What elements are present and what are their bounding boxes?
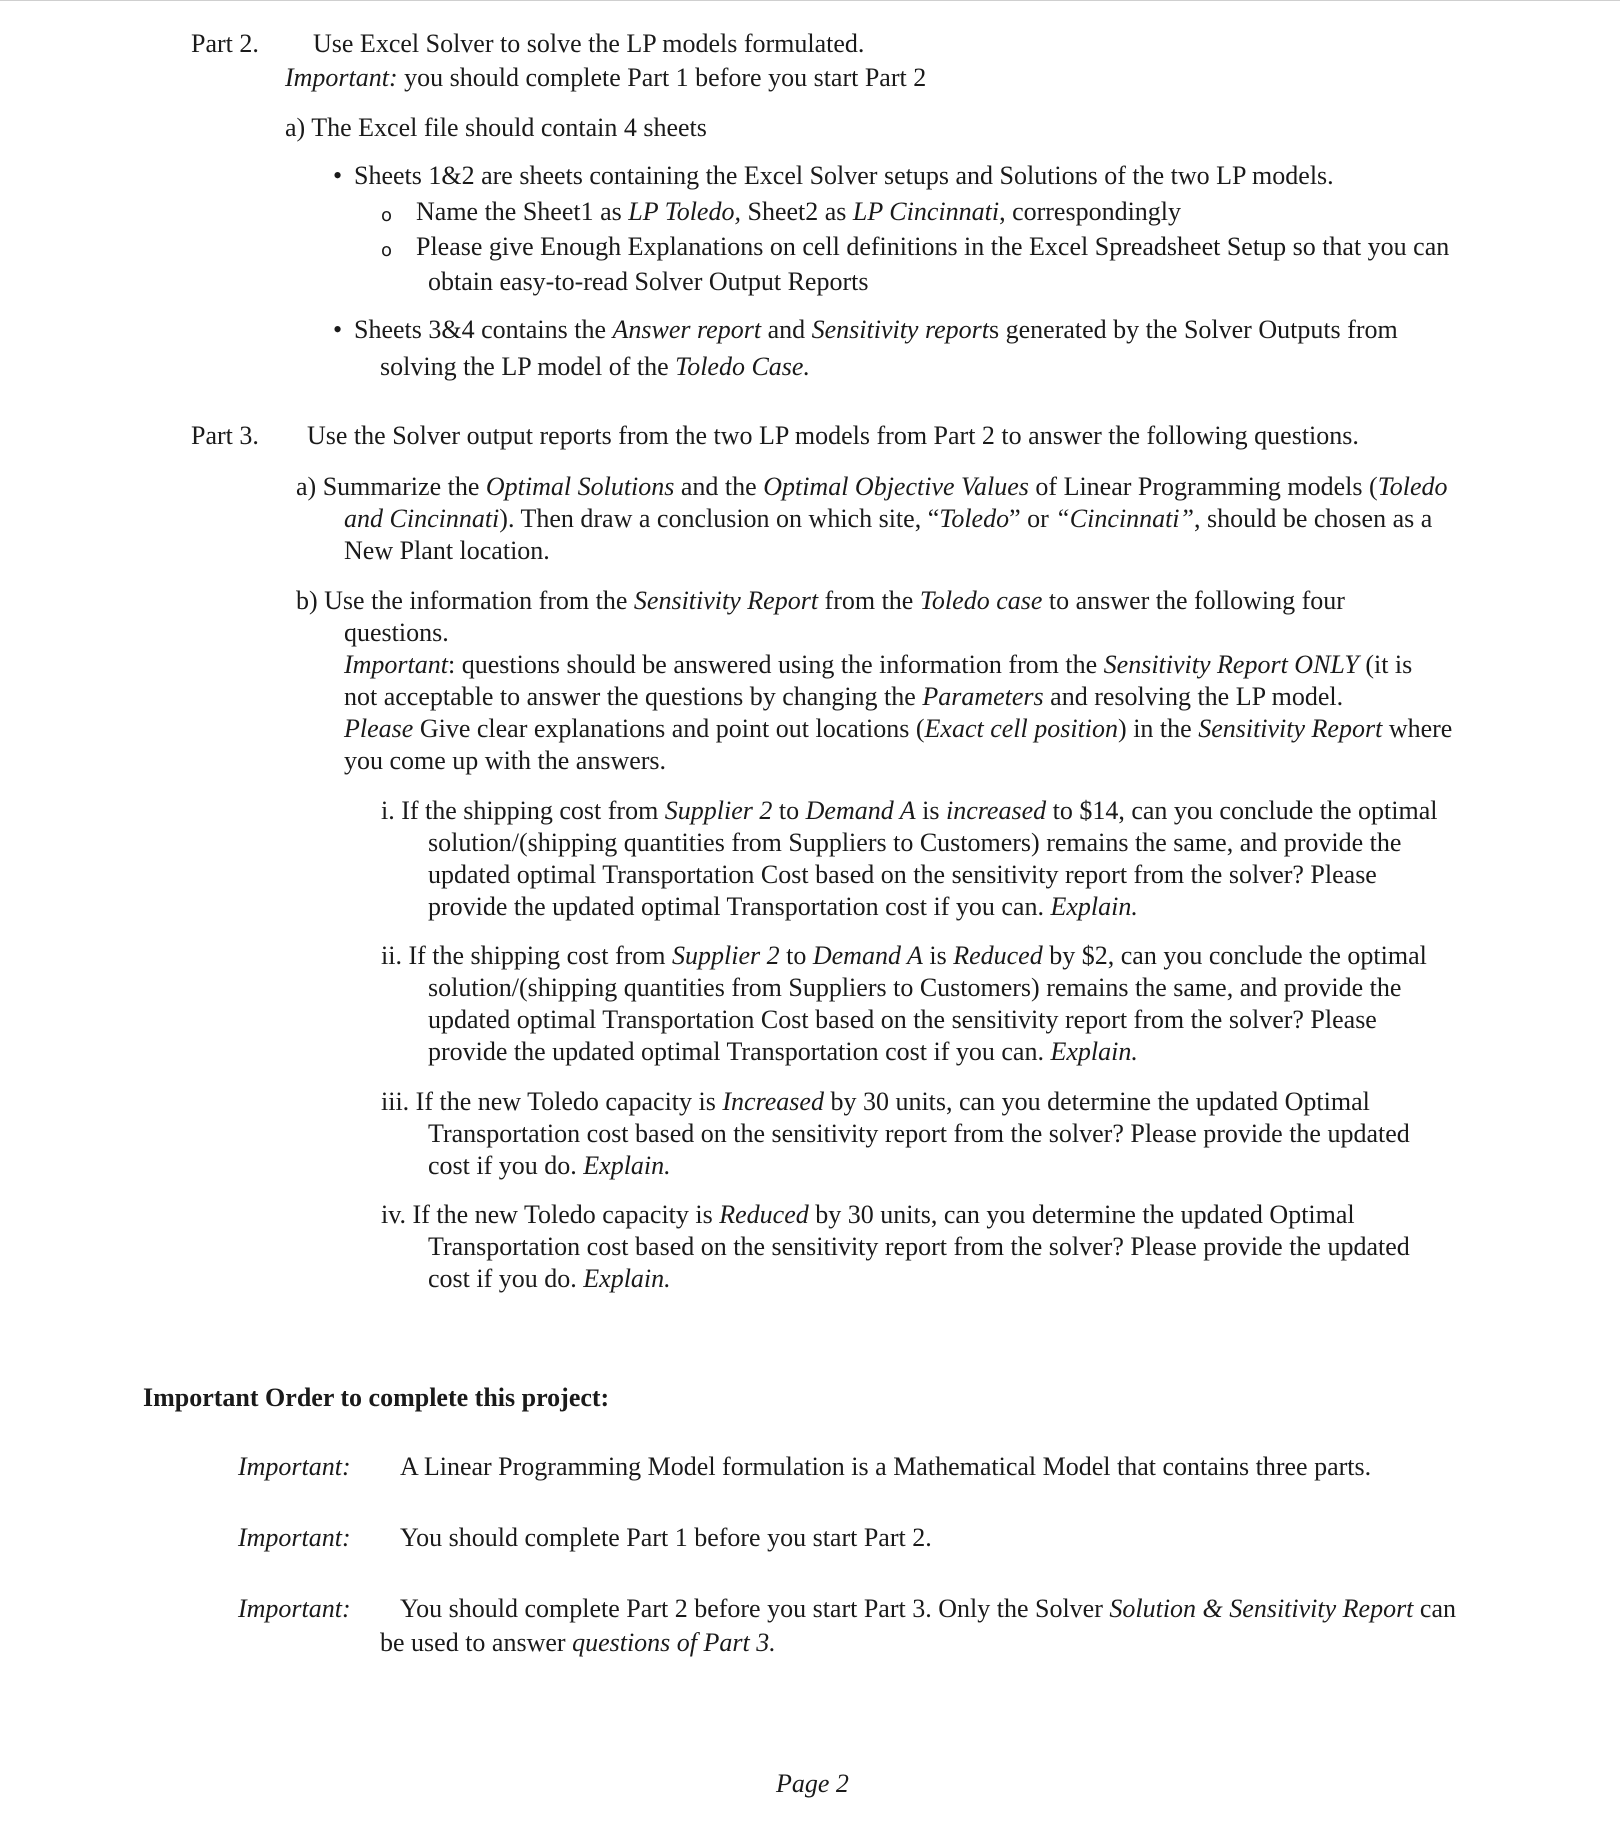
part3-b-line4: not acceptable to answer the questions by changing the Parameters and resolving the LP model.	[344, 682, 1344, 711]
order-item3-label: Important:	[238, 1594, 351, 1623]
order-item1-label: Important:	[238, 1452, 351, 1481]
circle-bullet-icon: o	[381, 205, 393, 226]
part3-b-line1: b) Use the information from the Sensitivity Report from the Toledo case to answer the following four	[296, 586, 1345, 615]
circle-bullet-icon: o	[381, 240, 393, 261]
top-rule	[0, 0, 1620, 1]
part3-a-line2: and Cincinnati). Then draw a conclusion on which site, “Toledo” or “Cincinnati”, should be chosen as a	[344, 504, 1433, 533]
question-ii-line1: ii. If the shipping cost from Supplier 2 to Demand A is Reduced by $2, can you conclude the optimal	[381, 941, 1427, 970]
question-iv-line1: iv. If the new Toledo capacity is Reduced by 30 units, can you determine the updated Optimal	[381, 1200, 1355, 1229]
question-ii-line4: provide the updated optimal Transportation cost if you can. Explain.	[428, 1037, 1138, 1066]
part3-b-line2: questions.	[344, 618, 449, 647]
question-i-line2: solution/(shipping quantities from Suppliers to Customers) remains the same, and provide the	[428, 828, 1402, 857]
part2-sub1: Name the Sheet1 as LP Toledo, Sheet2 as LP Cincinnati, correspondingly	[416, 197, 1182, 226]
part3-b-line5: Please Give clear explanations and point out locations (Exact cell position) in the Sensitivity Report where	[344, 714, 1453, 743]
question-i-line1: i. If the shipping cost from Supplier 2 to Demand A is increased to $14, can you conclude the optimal	[381, 796, 1438, 825]
part3-title: Use the Solver output reports from the two LP models from Part 2 to answer the following questions.	[307, 421, 1359, 450]
question-iv-line2: Transportation cost based on the sensitivity report from the solver? Please provide the updated	[428, 1232, 1410, 1261]
part2-a: a) The Excel file should contain 4 sheets	[285, 113, 707, 142]
question-i-line4: provide the updated optimal Transportation cost if you can. Explain.	[428, 892, 1138, 921]
question-iv-line3: cost if you do. Explain.	[428, 1264, 671, 1293]
important-label: Important:	[285, 63, 398, 92]
part2-bullet2-line2: solving the LP model of the Toledo Case.	[380, 352, 810, 381]
part2-sub2-line2: obtain easy-to-read Solver Output Reports	[428, 267, 869, 296]
part3-a-line1: a) Summarize the Optimal Solutions and the Optimal Objective Values of Linear Programming models (Toledo	[296, 472, 1448, 501]
question-ii-line3: updated optimal Transportation Cost based on the sensitivity report from the solver? Please	[428, 1005, 1377, 1034]
part3-b-line6: you come up with the answers.	[344, 746, 667, 775]
order-item1-text: A Linear Programming Model formulation is a Mathematical Model that contains three parts.	[400, 1452, 1372, 1481]
part2-label: Part 2.	[191, 29, 259, 58]
bullet-icon: •	[333, 315, 343, 344]
part2-important	[285, 62, 926, 94]
question-iii-line1: iii. If the new Toledo capacity is Increased by 30 units, can you determine the updated Optimal	[381, 1087, 1370, 1116]
page-number: Page 2	[776, 1769, 849, 1798]
part3-a-line3: New Plant location.	[344, 536, 550, 565]
order-item2-text: You should complete Part 1 before you start Part 2.	[400, 1523, 932, 1552]
question-i-line3: updated optimal Transportation Cost based on the sensitivity report from the solver? Please	[428, 860, 1377, 889]
part3-b-line3: Important: questions should be answered using the information from the Sensitivity Report ONLY (it is	[344, 650, 1413, 679]
question-ii-line2: solution/(shipping quantities from Suppliers to Customers) remains the same, and provide the	[428, 973, 1402, 1002]
question-iii-line2: Transportation cost based on the sensitivity report from the solver? Please provide the updated	[428, 1119, 1410, 1148]
part2-title: Use Excel Solver to solve the LP models formulated.	[313, 29, 865, 58]
order-item3-line2: be used to answer questions of Part 3.	[380, 1628, 776, 1657]
order-item3-line1: You should complete Part 2 before you start Part 3. Only the Solver Solution & Sensitivity Report can	[400, 1594, 1456, 1623]
important-text: you should complete Part 1 before you start Part 2	[404, 63, 927, 92]
part2-bullet2-line1: Sheets 3&4 contains the Answer report and Sensitivity reports generated by the Solver Outputs from	[354, 315, 1398, 344]
order-heading: Important Order to complete this project:	[143, 1383, 610, 1412]
part2-bullet1: Sheets 1&2 are sheets containing the Excel Solver setups and Solutions of the two LP models.	[354, 161, 1334, 190]
question-iii-line3: cost if you do. Explain.	[428, 1151, 671, 1180]
part2-sub2-line1: Please give Enough Explanations on cell definitions in the Excel Spreadsheet Setup so that you can	[416, 232, 1450, 261]
bullet-icon: •	[333, 161, 343, 190]
order-item2-label: Important:	[238, 1523, 351, 1552]
part3-label: Part 3.	[191, 421, 259, 450]
